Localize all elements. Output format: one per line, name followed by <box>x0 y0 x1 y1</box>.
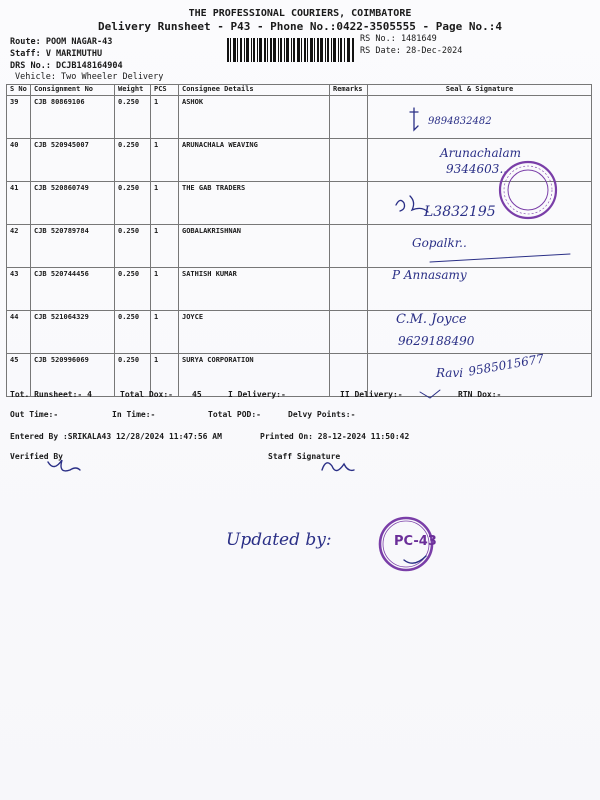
consignee-cell: SATHISH KUMAR <box>179 268 330 311</box>
handwritten-phone-row41: L3832195 <box>424 204 496 220</box>
weight-cell: 0.250 <box>115 225 151 268</box>
col-header-sno: S No <box>7 85 31 96</box>
table-row <box>7 311 592 354</box>
weight-cell: 0.250 <box>115 311 151 354</box>
remarks-cell <box>330 225 368 268</box>
stamp-code: PC-43 <box>394 534 437 549</box>
pcs-cell: 1 <box>151 96 179 139</box>
consignee-cell: GOBALAKRISHNAN <box>179 225 330 268</box>
pcs-cell: 1 <box>151 225 179 268</box>
col-header-remarks: Remarks <box>330 85 368 96</box>
delivery-points: Delvy Points:- <box>288 410 356 419</box>
remarks-cell <box>330 311 368 354</box>
rtn-dox: RTN Dox:- <box>458 390 502 399</box>
delivery-table <box>6 84 592 397</box>
handwritten-phone-row44: 9629188490 <box>398 334 475 348</box>
sno-cell: 41 <box>7 182 31 225</box>
consignment-cell: CJB 520744456 <box>31 268 115 311</box>
weight-cell: 0.250 <box>115 96 151 139</box>
handwritten-signature-row45: Ravi <box>436 366 464 380</box>
pcs-cell: 1 <box>151 139 179 182</box>
rs-date: RS Date: 28-Dec-2024 <box>360 46 463 56</box>
weight-cell: 0.250 <box>115 139 151 182</box>
consignee-cell: THE GAB TRADERS <box>179 182 330 225</box>
weight-cell: 0.250 <box>115 182 151 225</box>
runsheet-title: Delivery Runsheet - P43 - Phone No.:0422-3505555 - Page No.:4 <box>98 20 502 33</box>
barcode-icon <box>227 38 354 62</box>
handwritten-signature-row43: P Annasamy <box>392 268 467 282</box>
total-runsheet: Tot. Runsheet:- 4 <box>10 390 92 399</box>
vehicle-label: Vehicle: Two Wheeler Delivery <box>15 72 164 82</box>
company-title: THE PROFESSIONAL COURIERS, COIMBATORE <box>188 8 412 19</box>
remarks-cell <box>330 182 368 225</box>
handwritten-phone-row45: 9585015677 <box>467 351 545 379</box>
printed-on: Printed On: 28-12-2024 11:50:42 <box>260 432 410 441</box>
i-delivery: I Delivery:- <box>228 390 286 399</box>
staff-label: Staff: V MARIMUTHU <box>10 49 103 59</box>
sno-cell: 43 <box>7 268 31 311</box>
consignment-cell: CJB 520860749 <box>31 182 115 225</box>
sno-cell: 42 <box>7 225 31 268</box>
consignee-cell: SURYA CORPORATION <box>179 354 330 397</box>
total-dox-label: Total Dox:- <box>120 390 173 399</box>
weight-cell: 0.250 <box>115 354 151 397</box>
consignee-cell: ASHOK <box>179 96 330 139</box>
remarks-cell <box>330 268 368 311</box>
consignee-cell: ARUNACHALA WEAVING <box>179 139 330 182</box>
table-row <box>7 96 592 139</box>
verified-signature <box>48 460 80 471</box>
sno-cell: 45 <box>7 354 31 397</box>
table-row <box>7 182 592 225</box>
handwritten-phone-row40: 9344603.. <box>446 162 508 176</box>
route-label: Route: POOM NAGAR-43 <box>10 37 113 47</box>
sno-cell: 39 <box>7 96 31 139</box>
pcs-cell: 1 <box>151 182 179 225</box>
table-row <box>7 225 592 268</box>
col-header-weight: Weight <box>115 85 151 96</box>
pcs-cell: 1 <box>151 311 179 354</box>
remarks-cell <box>330 96 368 139</box>
consignment-cell: CJB 520945007 <box>31 139 115 182</box>
total-dox-value: 45 <box>192 390 202 399</box>
remarks-cell <box>330 139 368 182</box>
consignment-cell: CJB 521064329 <box>31 311 115 354</box>
col-header-signature: Seal & Signature <box>368 85 592 96</box>
staff-signature <box>322 463 354 471</box>
pcs-cell: 1 <box>151 354 179 397</box>
handwritten-phone-row39: 9894832482 <box>428 116 492 127</box>
verified-by-label: Verified By <box>10 452 63 461</box>
total-pod: Total POD:- <box>208 410 261 419</box>
signature-cell <box>368 225 592 268</box>
in-time: In Time:- <box>112 410 156 419</box>
pcs-cell: 1 <box>151 268 179 311</box>
out-time: Out Time:- <box>10 410 59 419</box>
col-header-consignment: Consignment No <box>31 85 115 96</box>
ii-delivery: II Delivery:- <box>340 390 403 399</box>
handwritten-name-row40: Arunachalam <box>440 146 521 160</box>
rs-number: RS No.: 1481649 <box>360 34 437 44</box>
sno-cell: 44 <box>7 311 31 354</box>
handwritten-signature-row42: Gopalkr.. <box>412 236 467 250</box>
weight-cell: 0.250 <box>115 268 151 311</box>
consignment-cell: CJB 520789784 <box>31 225 115 268</box>
consignment-cell: CJB 80869106 <box>31 96 115 139</box>
stamp-scribble <box>404 556 426 563</box>
consignee-cell: JOYCE <box>179 311 330 354</box>
col-header-consignee: Consignee Details <box>179 85 330 96</box>
consignment-cell: CJB 520996069 <box>31 354 115 397</box>
handwritten-name-row44: C.M. Joyce <box>396 312 467 327</box>
drs-label: DRS No.: DCJB148164904 <box>10 61 123 71</box>
staff-signature-label: Staff Signature <box>268 452 341 461</box>
sno-cell: 40 <box>7 139 31 182</box>
updated-by-note: Updated by: <box>226 530 332 550</box>
entered-by: Entered By :SRIKALA43 12/28/2024 11:47:56 AM <box>10 432 222 441</box>
col-header-pcs: PCS <box>151 85 179 96</box>
table-header-row <box>7 85 592 96</box>
table-row <box>7 268 592 311</box>
